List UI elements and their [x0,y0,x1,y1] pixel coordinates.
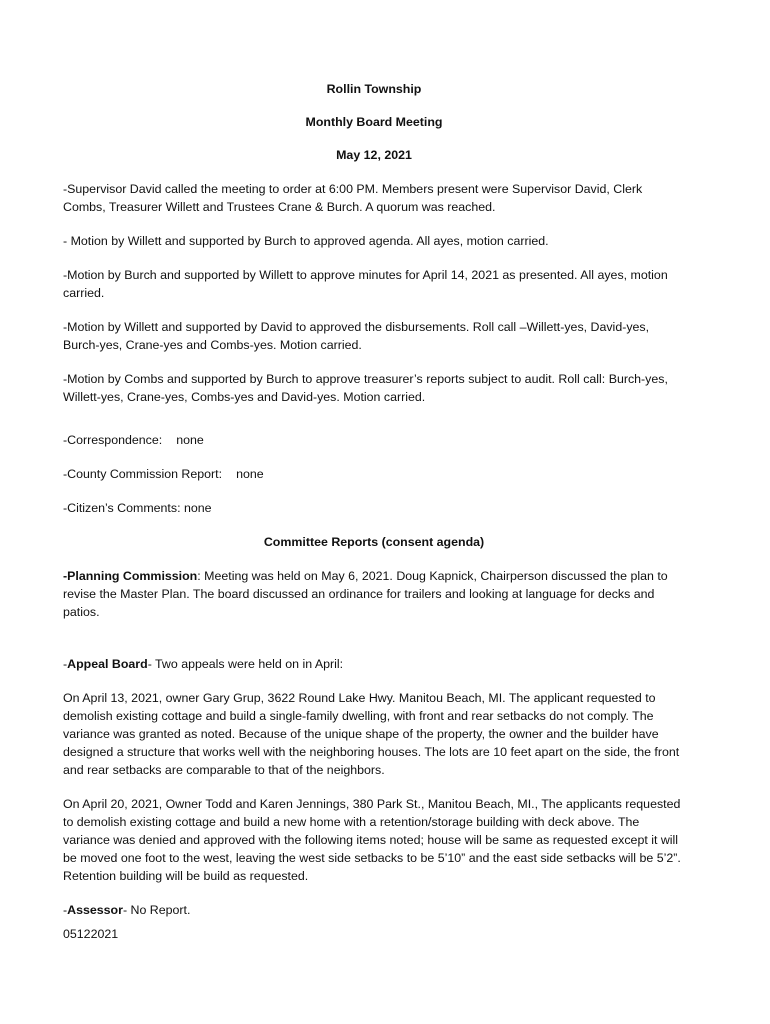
committee-reports-heading: Committee Reports (consent agenda) [263,535,485,549]
township-title: Rollin Township [326,82,422,96]
appeal-board-text: - Two appeals were held on in April: [147,657,344,671]
planning-commission-text: : Meeting was held on May 6, 2021. Doug Kapnick, Chairperson discussed the plan to revise the Master Plan. The board discussed an ordinance for trailers and looking at language for decks and patios. [63,569,668,619]
appeal-board-paragraph [63,655,685,673]
agenda-motion-paragraph: - Motion by Willett and supported by Burch to approved agenda. All ayes, motion carried. [63,234,549,248]
county-report-line [63,465,685,483]
assessor-text: - No Report. [122,903,191,917]
county-report-value: none [236,467,264,481]
meeting-title: Monthly Board Meeting [305,115,443,129]
document-code: 05122021 [63,927,119,941]
planning-commission-label: Planning Commission [67,569,198,583]
disbursements-motion-paragraph: -Motion by Willett and supported by David to approved the disbursements. Roll call –Willett-yes, David-yes, Burch-yes, Crane-yes and Combs-yes. Motion carried. [63,320,650,352]
planning-prefix: - [63,569,68,583]
treasurer-motion-paragraph: -Motion by Combs and supported by Burch to approve treasurer’s reports subject to audit. Roll call: Burch-yes, Willett-yes, Crane-yes, Combs-yes and David-yes. Motion carried. [63,372,668,404]
correspondence-line [63,431,685,449]
minutes-motion-paragraph: -Motion by Burch and supported by Willett to approve minutes for April 14, 2021 as presented. All ayes, motion carried. [63,268,668,300]
planning-commission-paragraph [63,567,685,621]
appeal-prefix: - [63,657,68,671]
call-to-order-paragraph: -Supervisor David called the meeting to order at 6:00 PM. Members present were Supervisor David, Clerk Combs, Treasurer Willett and Trustees Crane & Burch. A quorum was reached. [63,182,643,214]
appeal-case-jennings-paragraph: On April 20, 2021, Owner Todd and Karen Jennings, 380 Park St., Manitou Beach, MI., The applicants requested to demolish existing cottage and build a new home with a retention/storage building with deck above. The variance was denied and approved with the following items noted; house will be same as requested except it will be moved one foot to the west, leaving the west side setbacks to be 5’10” and the east side setbacks will be 5’2”. Retention building will be build as requested. [63,797,681,883]
correspondence-value: none [176,433,204,447]
correspondence-label: -Correspondence: [63,433,163,447]
appeal-case-grup-paragraph: On April 13, 2021, owner Gary Grup, 3622 Round Lake Hwy. Manitou Beach, MI. The applicant requested to demolish existing cottage and build a single-family dwelling, with front and rear setbacks do not comply. The variance was granted as noted. Because of the unique shape of the property, the owner and the builder have designed a structure that works well with the neighboring houses. The lots are 10 feet apart on the side, the front and rear setbacks are comparable to that of the neighbors. [63,691,680,777]
minutes-body [63,80,685,943]
meeting-date: May 12, 2021 [336,148,412,162]
appeal-board-label: Appeal Board [67,657,148,671]
assessor-label: Assessor [67,903,123,917]
citizens-comments-line: -Citizen’s Comments: none [63,501,212,515]
assessor-prefix: - [63,903,68,917]
assessor-paragraph [63,901,685,919]
county-report-label: -County Commission Report: [63,467,223,481]
